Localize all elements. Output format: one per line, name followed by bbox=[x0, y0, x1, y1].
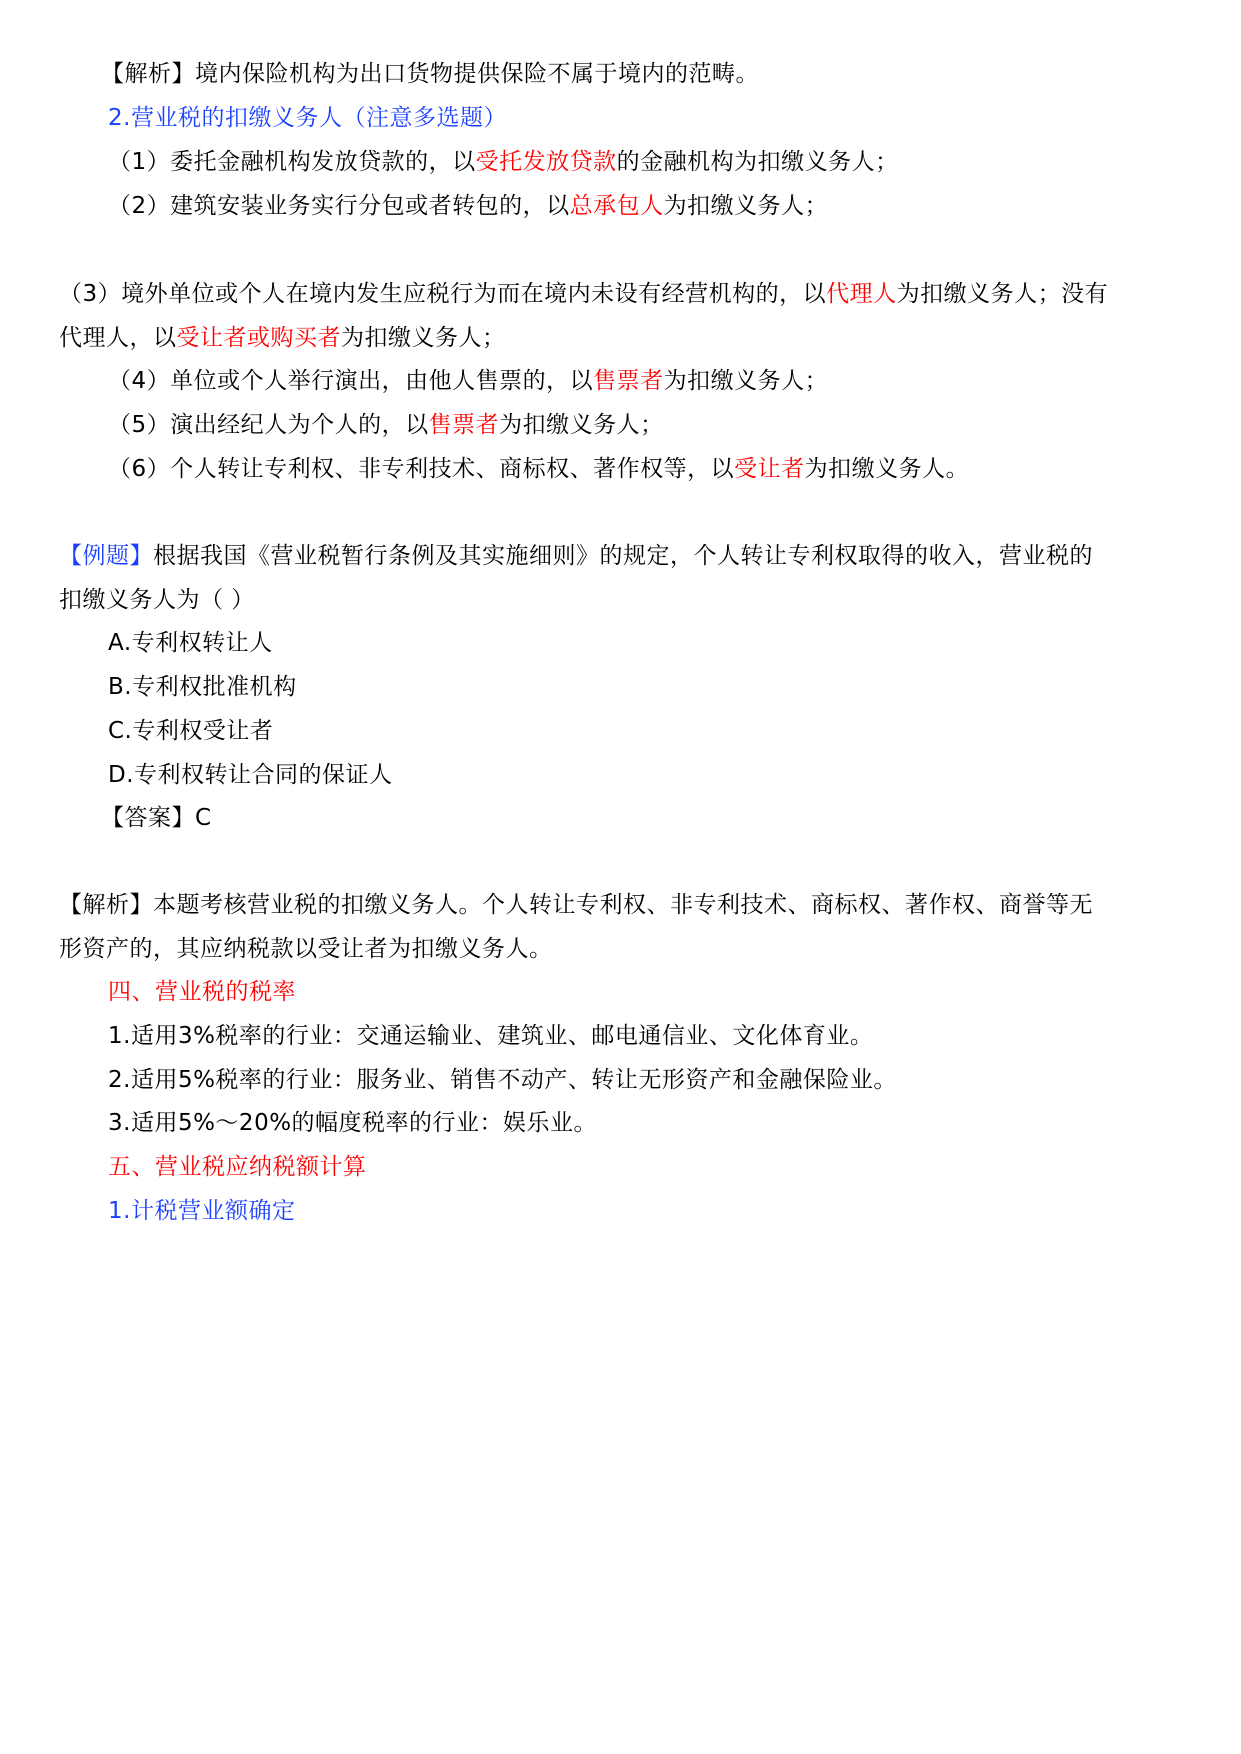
analysis-line-3 bbox=[59, 934, 553, 964]
option-text: B.专利权批准机构 bbox=[108, 674, 297, 700]
rate-item-2 bbox=[108, 1065, 897, 1095]
option-d bbox=[108, 760, 393, 790]
heading-text: 1.计税营业额确定 bbox=[108, 1198, 296, 1224]
rate-item-text: 1.适用3%税率的行业：交通运输业、建筑业、邮电通信业、文化体育业。 bbox=[108, 1023, 874, 1049]
section-heading-withholding-agents bbox=[108, 103, 507, 133]
option-text: D.专利权转让合同的保证人 bbox=[108, 762, 393, 788]
list-item-text: 为扣缴义务人。 bbox=[804, 456, 970, 482]
highlight-term: 售票者 bbox=[593, 368, 664, 394]
example-question-line-2 bbox=[59, 585, 255, 615]
example-question-text: 扣缴义务人为（ ） bbox=[59, 587, 255, 613]
highlight-term: 受让者 bbox=[734, 456, 805, 482]
option-a bbox=[108, 628, 273, 658]
answer-text: 【答案】C bbox=[101, 805, 212, 831]
list-item-text: 为扣缴义务人； bbox=[341, 325, 506, 351]
rate-item-text: 3.适用5%～20%的幅度税率的行业：娱乐业。 bbox=[108, 1110, 598, 1136]
highlight-term: 受让者或购买者 bbox=[176, 325, 341, 351]
list-item-text: （5）演出经纪人为个人的，以 bbox=[108, 412, 429, 438]
list-item-text: 代理人，以 bbox=[59, 325, 177, 351]
heading-text: 五、营业税应纳税额计算 bbox=[108, 1154, 367, 1180]
list-item-text: （6）个人转让专利权、非专利技术、商标权、著作权等，以 bbox=[108, 456, 735, 482]
option-b bbox=[108, 672, 297, 702]
list-item-text: 为扣缴义务人； bbox=[663, 193, 829, 219]
example-question-line-1 bbox=[59, 541, 1093, 571]
list-item-5 bbox=[108, 410, 664, 440]
list-item-1 bbox=[108, 147, 899, 177]
option-text: A.专利权转让人 bbox=[108, 630, 273, 656]
list-item-text: （3）境外单位或个人在境内发生应税行为而在境内未设有经营机构的，以 bbox=[59, 281, 827, 307]
list-item-text: 的金融机构为扣缴义务人； bbox=[616, 149, 899, 175]
list-item-3-line-2 bbox=[59, 323, 506, 353]
analysis-text: 【解析】境内保险机构为出口货物提供保险不属于境内的范畴。 bbox=[101, 61, 759, 87]
list-item-2 bbox=[108, 191, 828, 221]
example-question-text: 根据我国《营业税暂行条例及其实施细则》的规定，个人转让专利权取得的收入，营业税的 bbox=[153, 543, 1093, 569]
list-item-text: （1）委托金融机构发放贷款的，以 bbox=[108, 149, 476, 175]
list-item-6 bbox=[108, 454, 969, 484]
highlight-term: 受托发放贷款 bbox=[475, 149, 617, 175]
analysis-line-1 bbox=[101, 59, 759, 89]
rate-item-1 bbox=[108, 1021, 873, 1051]
list-item-text: （4）单位或个人举行演出，由他人售票的，以 bbox=[108, 368, 594, 394]
rate-item-text: 2.适用5%税率的行业：服务业、销售不动产、转让无形资产和金融保险业。 bbox=[108, 1067, 897, 1093]
highlight-term: 售票者 bbox=[428, 412, 500, 438]
list-item-text: 为扣缴义务人； bbox=[499, 412, 664, 438]
heading-text: 2.营业税的扣缴义务人（注意多选题） bbox=[108, 105, 507, 131]
heading-text: 四、营业税的税率 bbox=[108, 979, 296, 1005]
analysis-text: 【解析】本题考核营业税的扣缴义务人。个人转让专利权、非专利技术、商标权、著作权、商誉等无 bbox=[59, 892, 1093, 918]
subsection-heading-taxable-turnover bbox=[108, 1196, 295, 1226]
rate-item-3 bbox=[108, 1108, 597, 1138]
list-item-3-line-1 bbox=[59, 279, 1108, 309]
option-c bbox=[108, 716, 273, 746]
analysis-line-2 bbox=[59, 890, 1093, 920]
option-text: C.专利权受让者 bbox=[108, 718, 274, 744]
example-label: 【例题】 bbox=[59, 543, 153, 569]
analysis-text: 形资产的，其应纳税款以受让者为扣缴义务人。 bbox=[59, 936, 553, 962]
list-item-4 bbox=[108, 366, 828, 396]
highlight-term: 代理人 bbox=[826, 281, 897, 307]
answer-line bbox=[101, 803, 212, 833]
highlight-term: 总承包人 bbox=[569, 193, 664, 219]
list-item-text: 为扣缴义务人； bbox=[663, 368, 829, 394]
section-heading-tax-calculation bbox=[108, 1152, 367, 1182]
list-item-text: （2）建筑安装业务实行分包或者转包的，以 bbox=[108, 193, 570, 219]
list-item-text: 为扣缴义务人；没有 bbox=[896, 281, 1109, 307]
section-heading-tax-rates bbox=[108, 977, 296, 1007]
